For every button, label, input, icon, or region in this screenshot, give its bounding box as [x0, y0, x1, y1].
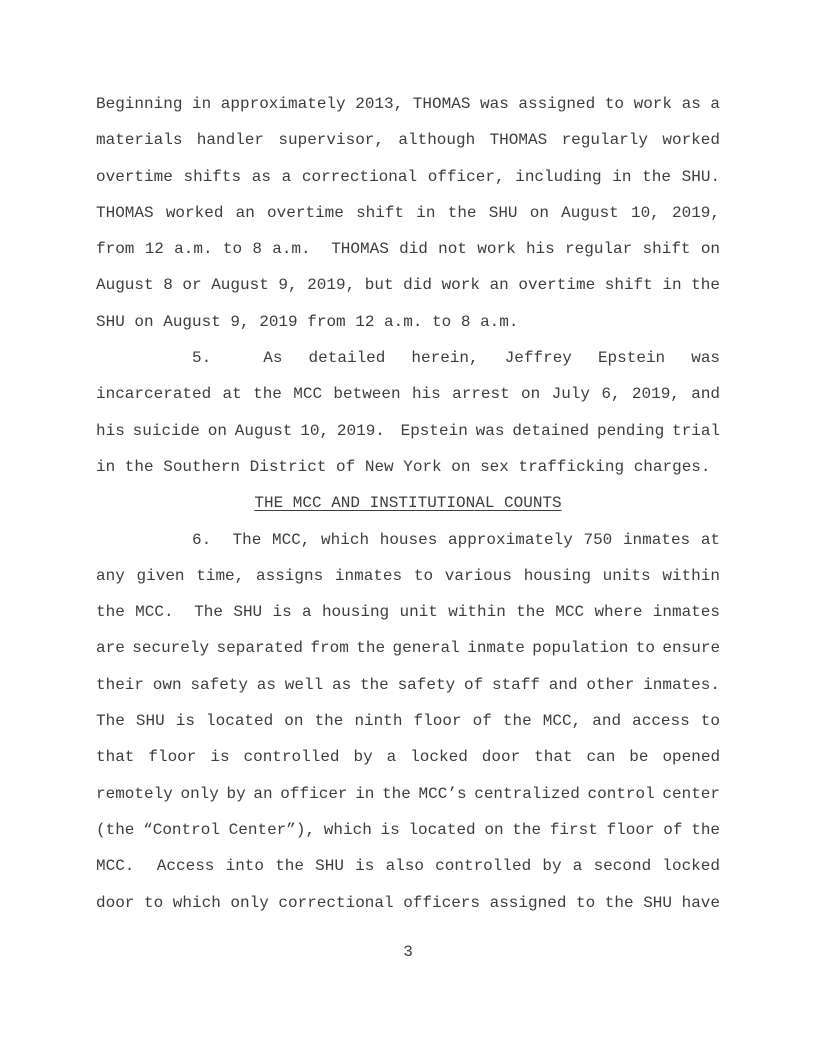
document-line: Beginning in approximately 2013, THOMAS was assigned to work as a: [96, 95, 721, 113]
document-line: 5. As detailed herein, Jeffrey Epstein was: [192, 349, 721, 368]
document-body: [96, 86, 720, 921]
document-line: MCC. Access into the SHU is also controlled by a second locked: [96, 857, 720, 876]
document-line: door to which only correctional officers assigned to the SHU have: [96, 893, 721, 912]
document-line: (the “Control Center”), which is located on the first floor of the: [96, 820, 721, 839]
section-heading: [96, 485, 720, 521]
document-line: The SHU is located on the ninth floor of the MCC, and access to: [96, 712, 721, 731]
document-line: from 12 a.m. to 8 a.m. THOMAS did not work his regular shift on: [96, 240, 721, 259]
document-line: August 8 or August 9, 2019, but did work an overtime shift in the: [96, 276, 720, 295]
page-footer: [0, 934, 816, 970]
document-line: incarcerated at the MCC between his arrest on July 6, 2019, and: [96, 385, 721, 404]
document-line: overtime shifts as a correctional officer, including in the SHU.: [96, 167, 721, 186]
document-line: his suicide on August 10, 2019. Epstein was detained pending trial: [96, 421, 721, 440]
document-line: the MCC. The SHU is a housing unit within the MCC where inmates: [96, 603, 720, 622]
document-line: are securely separated from the general inmate population to ensure: [96, 639, 721, 658]
document-line: their own safety as well as the safety of staff and other inmates.: [96, 675, 720, 694]
document-line: remotely only by an officer in the MCC’s centralized control center: [96, 784, 721, 803]
document-line: in the Southern District of New York on sex trafficking charges.: [96, 457, 711, 476]
document-line: SHU on August 9, 2019 from 12 a.m. to 8 a.m.: [96, 312, 519, 331]
document-line: 6. The MCC, which houses approximately 750 inmates at: [192, 530, 721, 549]
document-line: any given time, assigns inmates to various housing units within: [96, 566, 720, 585]
document-line: THOMAS worked an overtime shift in the SHU on August 10, 2019,: [96, 203, 721, 222]
document-line: that floor is controlled by a locked door that can be opened: [96, 748, 721, 767]
page-number: 3: [403, 943, 413, 961]
document-line: materials handler supervisor, although THOMAS regularly worked: [96, 131, 720, 150]
section-heading-text: THE MCC AND INSTITUTIONAL COUNTS: [254, 494, 562, 513]
